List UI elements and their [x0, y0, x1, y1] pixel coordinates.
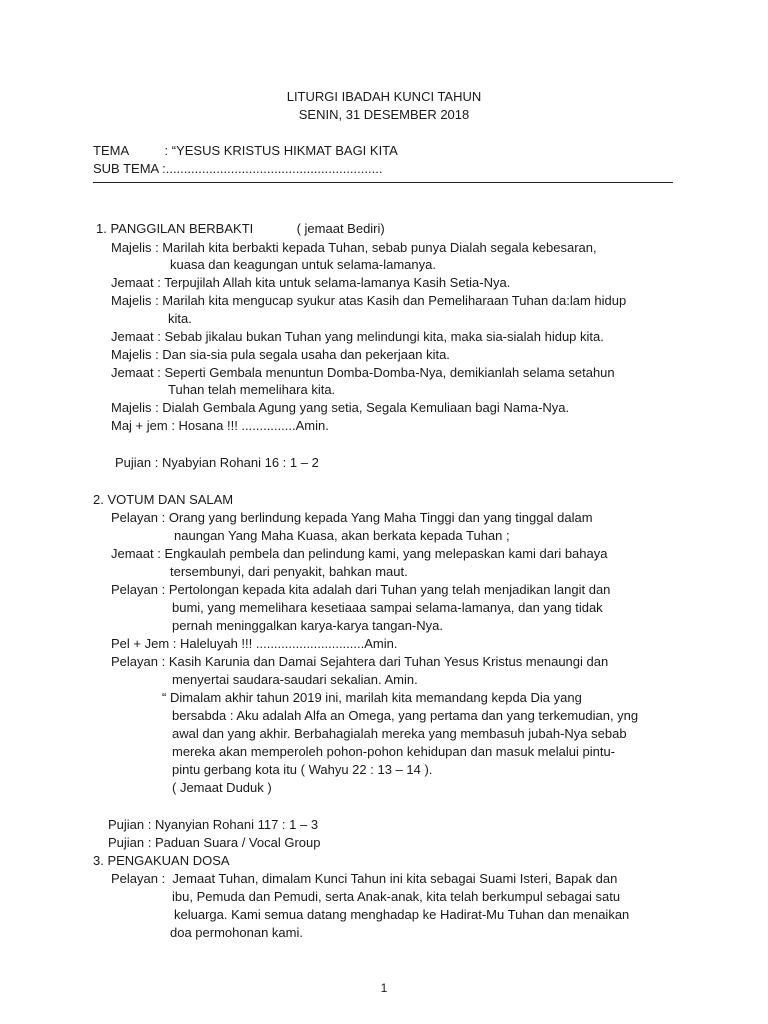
quote-line: mereka akan memperoleh pohon-pohon kehidupan dan masuk melalui pintu- — [172, 744, 615, 759]
liturgy-line: naungan Yang Maha Kuasa, akan berkata kepada Tuhan ; — [174, 528, 510, 543]
rubric-line: ( Jemaat Duduk ) — [172, 780, 272, 795]
quote-line: “ Dimalam akhir tahun 2019 ini, marilah kita memandang kepda Dia yang — [162, 690, 582, 705]
quote-line: bersabda : Aku adalah Alfa an Omega, yang pertama dan yang terkemudian, yng — [172, 708, 639, 723]
liturgy-line: doa permohonan kami. — [170, 925, 303, 940]
section-1-heading: 1. PANGGILAN BERBAKTI ( jemaat Bediri) — [96, 221, 385, 236]
liturgy-line: kuasa dan keagungan untuk selama-lamanya. — [170, 257, 436, 272]
liturgy-line: Pelayan : Kasih Karunia dan Damai Sejahtera dari Tuhan Yesus Kristus menaungi dan — [111, 654, 609, 669]
liturgy-line: Majelis : Dan sia-sia pula segala usaha dan pekerjaan kita. — [111, 347, 450, 362]
liturgy-line: Tuhan telah memelihara kita. — [168, 382, 336, 397]
liturgy-line: Pelayan : Orang yang berlindung kepada Yang Maha Tinggi dan yang tinggal dalam — [111, 510, 593, 525]
liturgy-line: kita. — [168, 311, 192, 326]
quote-line: awal dan yang akhir. Berbahagialah mereka yang membasuh jubah-Nya sebab — [172, 726, 627, 741]
liturgy-line: Jemaat : Engkaulah pembela dan pelindung kami, yang melepaskan kami dari bahaya — [111, 546, 608, 561]
header-divider — [93, 182, 673, 183]
document-title: LITURGI IBADAH KUNCI TAHUN — [286, 89, 482, 104]
page-number: 1 — [380, 981, 388, 995]
sub-tema-line: SUB TEMA :............................................................ — [93, 161, 383, 176]
liturgy-line: Jemaat : Terpujilah Allah kita untuk selama-lamanya Kasih Setia-Nya. — [111, 275, 511, 290]
liturgy-line: Jemaat : Sebab jikalau bukan Tuhan yang melindungi kita, maka sia-sialah hidup kita. — [111, 329, 604, 344]
pujian-line: Pujian : Nyabyian Rohani 16 : 1 – 2 — [115, 455, 319, 470]
tema-line: TEMA : “YESUS KRISTUS HIKMAT BAGI KITA — [93, 143, 398, 158]
liturgy-line: ibu, Pemuda dan Pemudi, serta Anak-anak, kita telah berkumpul sebagai satu — [172, 889, 621, 904]
liturgy-line: menyertai saudara-saudari sekalian. Amin. — [172, 672, 418, 687]
liturgy-line: pernah meninggalkan karya-karya tangan-Nya. — [172, 618, 443, 633]
section-3-heading: 3. PENGAKUAN DOSA — [93, 853, 230, 868]
document-date: SENIN, 31 DESEMBER 2018 — [298, 107, 470, 122]
liturgy-line: Pel + Jem : Haleluyah !!! ..............................Amin. — [111, 636, 398, 651]
liturgy-line: Majelis : Dialah Gembala Agung yang setia, Segala Kemuliaan bagi Nama-Nya. — [111, 400, 570, 415]
liturgy-line: bumi, yang memelihara kesetiaaa sampai selama-lamanya, dan yang tidak — [172, 600, 603, 615]
liturgy-line: Maj + jem : Hosana !!! ...............Amin. — [111, 418, 329, 433]
liturgy-line: Majelis : Marilah kita mengucap syukur atas Kasih dan Pemeliharaan Tuhan da:lam hidup — [111, 293, 627, 308]
liturgy-line: Majelis : Marilah kita berbakti kepada Tuhan, sebab punya Dialah segala kebesaran, — [111, 240, 597, 255]
liturgy-line: Pelayan : Pertolongan kepada kita adalah dari Tuhan yang telah menjadikan langit dan — [111, 582, 611, 597]
liturgy-line: keluarga. Kami semua datang menghadap ke Hadirat-Mu Tuhan dan menaikan — [174, 907, 630, 922]
liturgy-line: Pelayan : Jemaat Tuhan, dimalam Kunci Tahun ini kita sebagai Suami Isteri, Bapak dan — [111, 871, 618, 886]
pujian-line: Pujian : Paduan Suara / Vocal Group — [108, 835, 321, 850]
section-2-heading: 2. VOTUM DAN SALAM — [93, 492, 234, 507]
liturgy-line: Jemaat : Seperti Gembala menuntun Domba-Domba-Nya, demikianlah selama setahun — [111, 365, 615, 380]
quote-line: pintu gerbang kota itu ( Wahyu 22 : 13 – 14 ). — [172, 762, 433, 777]
pujian-line: Pujian : Nyanyian Rohani 117 : 1 – 3 — [108, 817, 319, 832]
liturgy-line: tersembunyi, dari penyakit, bahkan maut. — [170, 564, 408, 579]
